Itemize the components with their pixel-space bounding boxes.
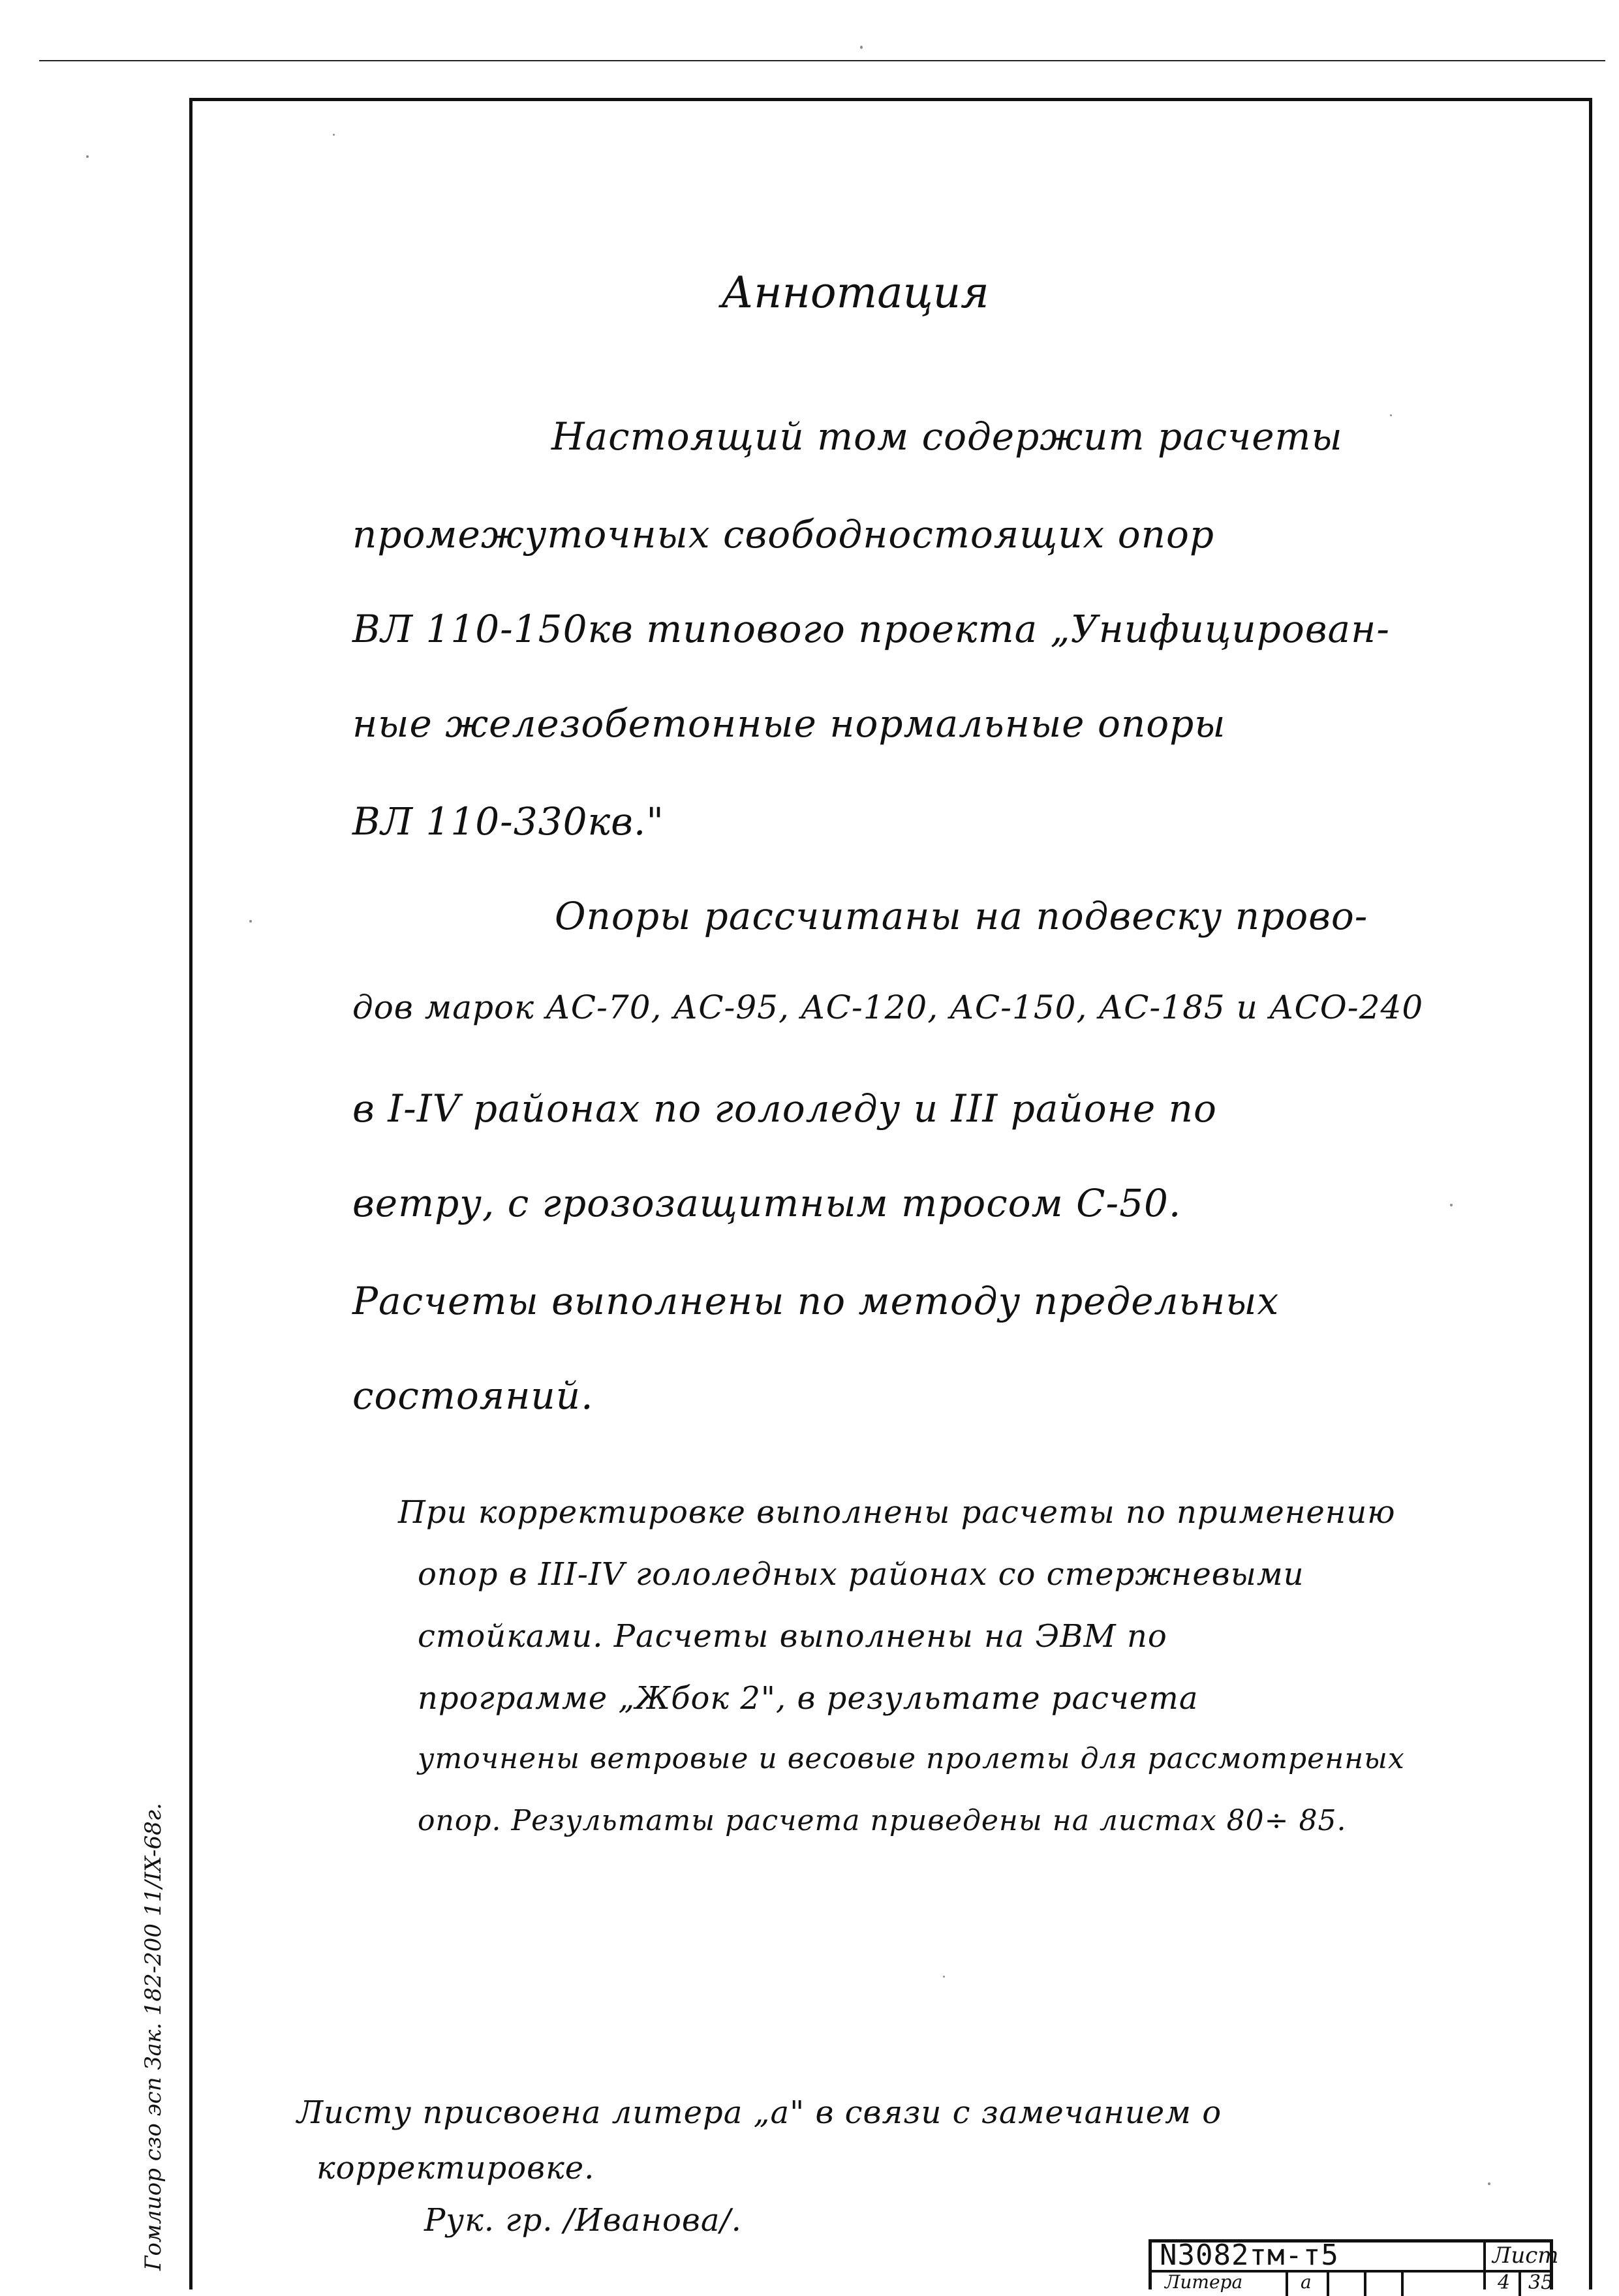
paragraph-line-9: ветру, с грозозащитным тросом С-50. [352,1181,1182,1225]
footer-line-3: Рук. гр. /Иванова/. [424,2202,742,2239]
title-block-divider-sheet [1483,2242,1486,2289]
document-title: Аннотация [721,268,989,318]
sheet-count: 35 [1528,2271,1554,2294]
footer-line-1: Листу присвоена литера „а" в связи с замечанием о [297,2094,1222,2131]
litera-label: Литера [1165,2271,1243,2293]
correction-line-1: При корректировке выполнены расчеты по применению [398,1494,1396,1531]
scan-speck [1390,414,1392,416]
sheet-code: N3082тм-т5 [1160,2239,1339,2272]
title-block-divider-litera-4 [1401,2270,1404,2296]
paragraph-line-8: в I-IV районах по гололеду и III районе по [352,1086,1217,1131]
paragraph-line-6: Опоры рассчитаны на подвеску прово- [555,894,1368,938]
footer-line-2: корректировке. [316,2150,595,2186]
scan-speck [86,155,89,158]
sheet-label: Лист [1492,2242,1559,2269]
paragraph-line-2: промежуточных свободностоящих опор [352,512,1215,557]
paragraph-line-4: ные железобетонные нормальные опоры [352,701,1226,746]
title-block-divider-litera-2 [1327,2270,1329,2296]
correction-line-3: стойками. Расчеты выполнены на ЭВМ по [418,1618,1167,1655]
correction-line-2: опор в III-IV гололедных районах со стержневыми [418,1556,1304,1593]
correction-line-4: программе „Жбок 2", в результате расчета [418,1680,1199,1717]
scan-speck [943,1976,945,1978]
paragraph-line-1: Настоящий том содержит расчеты [551,414,1343,459]
title-block-divider-litera [1286,2270,1288,2296]
scan-speck [1450,1204,1453,1206]
paragraph-line-5: ВЛ 110-330кв." [352,799,664,844]
scan-speck [249,920,252,923]
correction-line-5: уточнены ветровые и весовые пролеты для рассмотренных [418,1742,1405,1775]
title-block-divider-count [1519,2270,1521,2296]
scan-speck [1488,2182,1490,2185]
paragraph-line-10: Расчеты выполнены по методу предельных [352,1279,1280,1323]
paragraph-line-3: ВЛ 110-150кв типового проекта „Унифицирован- [352,607,1390,651]
sheet-number: 4 [1498,2271,1511,2294]
paragraph-line-11: состояний. [352,1373,594,1418]
scan-speck [333,134,335,136]
title-block-divider-litera-3 [1364,2270,1366,2296]
top-rule [39,60,1605,61]
title-block [1149,2239,1559,2294]
correction-line-6: опор. Результаты расчета приведены на листах 80÷ 85. [418,1804,1347,1837]
scan-speck [860,46,863,49]
paragraph-line-7: дов марок АС-70, АС-95, АС-120, АС-150, АС-185 и АСО-240 [352,988,1424,1026]
litera-value: а [1301,2271,1312,2293]
margin-stamp: Гомлиор сзо эсп Зак. 182-200 11/IX-68г. [140,1803,166,2271]
